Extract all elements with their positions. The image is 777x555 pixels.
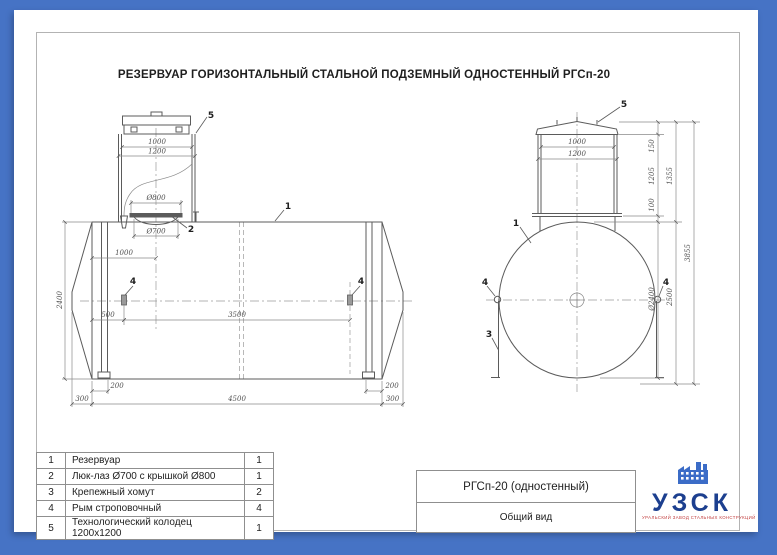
svg-text:200: 200	[110, 382, 124, 390]
svg-text:300: 300	[75, 395, 89, 403]
svg-text:5: 5	[207, 111, 215, 121]
part-qty: 1	[244, 517, 273, 540]
svg-text:Ø700: Ø700	[146, 227, 166, 236]
svg-text:3855: 3855	[684, 244, 692, 262]
end-dimensions	[538, 122, 700, 384]
drawing-title: РЕЗЕРВУАР ГОРИЗОНТАЛЬНЫЙ СТАЛЬНОЙ ПОДЗЕМНЫЙ ОДНОСТЕННЫЙ РГСп-20	[117, 69, 611, 81]
part-name: Технологический колодец 1200х1200	[65, 517, 244, 540]
svg-text:2500: 2500	[666, 288, 674, 306]
part-qty: 4	[244, 501, 273, 517]
view-name: Общий вид	[499, 511, 553, 523]
svg-text:100: 100	[648, 198, 656, 212]
strap-end	[491, 301, 664, 378]
end-view-drawing	[482, 100, 700, 392]
svg-text:1200: 1200	[148, 147, 166, 156]
tank-body	[92, 222, 382, 379]
svg-text:1200: 1200	[568, 150, 586, 158]
well-end	[532, 117, 622, 231]
model-designation: РГСп-20 (одностенный)	[417, 471, 635, 503]
svg-text:1000: 1000	[148, 138, 166, 146]
svg-text:4: 4	[662, 278, 670, 288]
svg-text:4: 4	[481, 278, 489, 288]
rym-left	[122, 295, 127, 305]
svg-text:1000: 1000	[115, 249, 133, 257]
part-qty: 2	[244, 485, 273, 501]
svg-text:1: 1	[284, 202, 292, 212]
svg-text:1355: 1355	[666, 167, 674, 185]
well	[119, 112, 200, 228]
part-name: Рым строповочный	[65, 501, 244, 517]
svg-text:4500: 4500	[228, 395, 246, 403]
svg-text:200: 200	[385, 382, 399, 390]
svg-text:1205: 1205	[648, 167, 656, 185]
tank-cone-left	[72, 222, 92, 379]
part-name: Крепежный хомут	[65, 485, 244, 501]
svg-text:500: 500	[101, 311, 115, 319]
side-dimensions	[56, 138, 403, 407]
strap-left	[98, 222, 110, 378]
part-no: 1	[37, 453, 66, 469]
part-name: Резервуар	[65, 453, 244, 469]
part-qty: 1	[244, 453, 273, 469]
part-no: 3	[37, 485, 66, 501]
part-name: Люк-лаз Ø700 с крышкой Ø800	[65, 469, 244, 485]
part-qty: 1	[244, 469, 273, 485]
strap-right	[363, 222, 375, 378]
svg-text:2: 2	[187, 225, 195, 235]
svg-text:300: 300	[385, 395, 400, 403]
rym-left-end	[494, 296, 500, 302]
rym-right	[348, 295, 353, 305]
side-view-drawing	[56, 111, 412, 407]
part-no: 2	[37, 469, 66, 485]
svg-text:3: 3	[485, 330, 493, 340]
logo-subtitle: УРАЛЬСКИЙ ЗАВОД СТАЛЬНЫХ КОНСТРУКЦИЙ	[642, 515, 756, 520]
svg-text:Ø2400: Ø2400	[648, 287, 656, 311]
part-no: 4	[37, 501, 66, 517]
svg-text:3500: 3500	[228, 311, 246, 319]
svg-text:Ø800: Ø800	[146, 194, 166, 202]
svg-text:1000: 1000	[568, 138, 586, 146]
svg-text:4: 4	[357, 277, 365, 287]
svg-text:1: 1	[512, 219, 520, 229]
part-no: 5	[37, 517, 66, 540]
svg-text:150: 150	[648, 139, 656, 153]
tank-cone-right	[382, 222, 403, 379]
svg-text:2400: 2400	[56, 291, 64, 309]
svg-text:4: 4	[129, 277, 137, 287]
logo-abbr: УЗСК	[652, 489, 732, 517]
svg-text:5: 5	[620, 100, 628, 110]
